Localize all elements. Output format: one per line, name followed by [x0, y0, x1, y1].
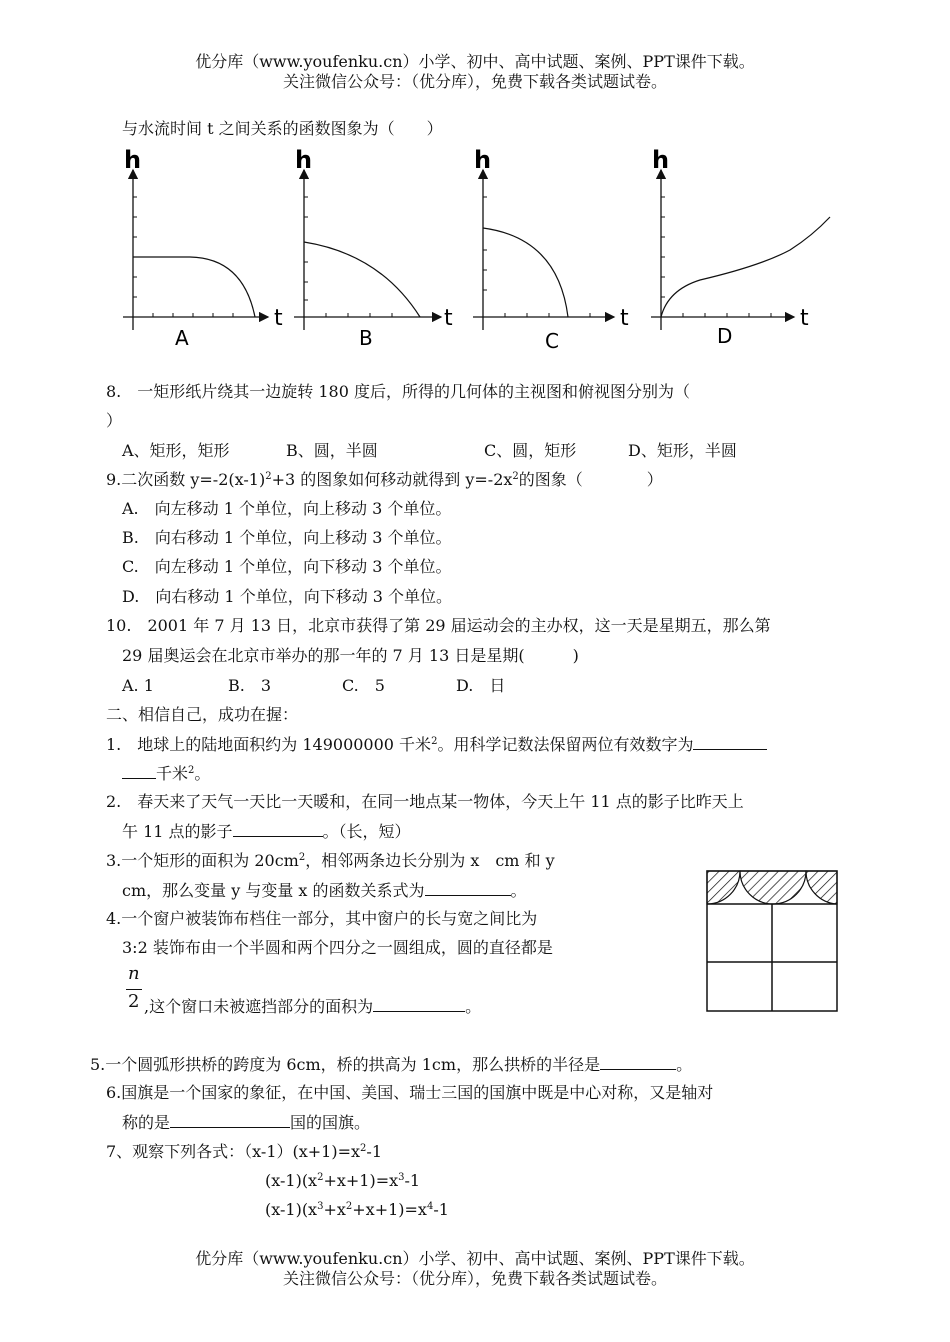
- q8-option-a: A、矩形，矩形: [122, 441, 230, 460]
- fill3-text-c: cm，那么变量 y 与变量 x 的函数关系式为: [122, 881, 425, 900]
- fill2-line1: 2. 春天来了天气一天比一天暖和，在同一地点某一物体，今天上午 11 点的影子比昨天上: [106, 792, 744, 811]
- page-header-line1: 优分库（www.youfenku.cn）小学、初中、高中试题、案例、PPT课件下载。: [195, 52, 755, 71]
- fill7-title: [106, 1141, 382, 1163]
- fill6-blank[interactable]: [170, 1111, 290, 1128]
- graph-b-axis-t: t: [444, 306, 453, 331]
- fill3-text-a: 3.一个矩形的面积为 20cm: [106, 851, 299, 870]
- q9-part2: +3 的图象如何移动就得到 y=-2x: [271, 470, 513, 489]
- fill1-text-a: 1. 地球上的陆地面积约为 149000000 千米: [106, 735, 432, 754]
- window-figure: [704, 866, 844, 1016]
- q10-option-c: C. 5: [342, 676, 385, 695]
- fill7-e2-b: +x+1)=x: [323, 1171, 399, 1190]
- q8-line2: ）: [106, 411, 123, 430]
- fill4-fraction-denominator: 2: [128, 991, 140, 1012]
- fill7-title-tail: -1: [366, 1142, 383, 1161]
- graph-c-axis-t: t: [620, 306, 629, 331]
- fill7-e2-c: -1: [404, 1171, 421, 1190]
- page-footer-line1: 优分库（www.youfenku.cn）小学、初中、高中试题、案例、PPT课件下载。: [195, 1249, 755, 1268]
- graph-c: [473, 146, 629, 353]
- function-graphs: [0, 140, 950, 370]
- fill3-text-d: 。: [510, 881, 527, 900]
- fill4-text-a: ,这个窗口未被遮挡部分的面积为: [144, 997, 374, 1016]
- q9-part1: 9.二次函数 y=-2(x-1): [106, 470, 266, 489]
- q8-option-c: C、圆，矩形: [484, 441, 577, 460]
- fill1-end: 。: [194, 764, 211, 783]
- fill3-sup: 2: [298, 852, 306, 863]
- graph-c-label: C: [545, 329, 559, 353]
- q9-sup2: 2: [512, 471, 519, 482]
- fill7-e3-a: (x-1)(x: [265, 1200, 318, 1219]
- fill6-line2: [122, 1111, 370, 1134]
- fill7-e3-sup3: 4: [426, 1201, 434, 1212]
- fill4-line2: 3:2 装饰布由一个半圆和两个四分之一圆组成，圆的直径都是: [122, 938, 553, 957]
- fill6-line1: 6.国旗是一个国家的象征，在中国、美国、瑞士三国的国旗中既是中心对称，又是轴对: [106, 1083, 714, 1102]
- q9-option-d: D. 向右移动 1 个单位，向下移动 3 个单位。: [122, 587, 453, 606]
- q10-option-b: B. 3: [228, 676, 272, 695]
- fill4-line1: 4.一个窗户被装饰布档住一部分，其中窗户的长与宽之间比为: [106, 909, 538, 928]
- fill4-text-b: 。: [465, 997, 482, 1016]
- q9-question: [106, 469, 663, 491]
- fill2-line2: [122, 820, 411, 843]
- fill7-equation-3: [265, 1199, 449, 1221]
- fill7-e2-sup2: 3: [398, 1172, 405, 1183]
- q7-question-tail: 与水流时间 t 之间关系的函数图象为（ ）: [122, 119, 443, 138]
- fill5-text-b: 。: [676, 1055, 693, 1074]
- page-footer-line2: 关注微信公众号：（优分库），免费下载各类试题试卷。: [282, 1269, 667, 1288]
- q8-option-b: B、圆，半圆: [286, 441, 378, 460]
- graph-b-label: B: [359, 326, 373, 350]
- fill7-title-sup: 2: [360, 1143, 367, 1154]
- page-header-line2: 关注微信公众号：（优分库），免费下载各类试题试卷。: [282, 72, 667, 91]
- fill7-title-text: 7、观察下列各式：（x-1）(x+1)=x: [106, 1142, 361, 1161]
- fill2-text-b: 。（长，短）: [322, 822, 411, 841]
- q9-option-a: A. 向左移动 1 个单位，向上移动 3 个单位。: [122, 499, 452, 518]
- fill2-blank[interactable]: [233, 820, 323, 837]
- fill4-line3: [144, 995, 481, 1018]
- fill1-unit: 千米: [156, 764, 189, 783]
- q10-line1: 10. 2001 年 7 月 13 日，北京市获得了第 29 届运动会的主办权，这一天是星期五，那么第: [106, 616, 771, 635]
- fill5-line: [90, 1053, 692, 1076]
- fill1-line1: [106, 733, 767, 756]
- fill1-line2: [122, 762, 210, 785]
- fill1-blank-b[interactable]: [122, 762, 156, 779]
- fill5-text-a: 5.一个圆弧形拱桥的跨度为 6cm，桥的拱高为 1cm，那么拱桥的半径是: [90, 1055, 601, 1074]
- fill1-unit-sup: 2: [188, 765, 195, 776]
- q10-option-a: A. 1: [122, 676, 154, 695]
- fill7-equation-2: [265, 1170, 420, 1192]
- q9-part3: 的图象（ ）: [518, 470, 663, 489]
- section2-title: 二、相信自己，成功在握：: [106, 705, 299, 724]
- fill6-text-a: 称的是: [122, 1113, 171, 1132]
- q8-line1: 8. 一矩形纸片绕其一边旋转 180 度后，所得的几何体的主视图和俯视图分别为（: [106, 382, 690, 401]
- graph-c-axis-h: h: [474, 146, 492, 174]
- fill1-sup: 2: [431, 736, 438, 747]
- graph-a-axis-t: t: [274, 306, 283, 331]
- fill3-blank[interactable]: [425, 879, 511, 896]
- fill6-text-b: 国的国旗。: [290, 1113, 371, 1132]
- graph-d-label: D: [717, 324, 733, 348]
- graph-b-axis-h: h: [295, 146, 313, 174]
- fill1-blank-a[interactable]: [693, 733, 767, 750]
- q9-option-b: B. 向右移动 1 个单位，向上移动 3 个单位。: [122, 528, 452, 547]
- fill3-text-b: ，相邻两条边长分别为 x cm 和 y: [305, 851, 555, 870]
- fill7-e3-sup1: 3: [317, 1201, 324, 1212]
- fill4-blank[interactable]: [373, 995, 465, 1012]
- fill7-e3-c: +x+1)=x: [352, 1200, 427, 1219]
- fill2-text-a: 午 11 点的影子: [122, 822, 233, 841]
- graph-d: [651, 146, 830, 348]
- fill3-line2: [122, 879, 527, 902]
- fill7-e2-sup1: 2: [317, 1172, 324, 1183]
- fill7-e3-b: +x: [323, 1200, 346, 1219]
- graph-b: [294, 146, 453, 350]
- fill4-fraction-numerator: n: [128, 963, 140, 984]
- fill3-line1: [106, 850, 555, 872]
- graph-a-axis-h: h: [124, 146, 142, 174]
- q8-option-d: D、矩形，半圆: [628, 441, 737, 460]
- q10-option-d: D. 日: [456, 676, 506, 695]
- fill7-e3-sup2: 2: [345, 1201, 353, 1212]
- fill1-text-b: 。用科学记数法保留两位有效数字为: [437, 735, 694, 754]
- graph-d-axis-h: h: [652, 146, 670, 174]
- q9-sup1: 2: [265, 471, 272, 482]
- fill7-e3-d: -1: [433, 1200, 449, 1219]
- fill5-blank[interactable]: [600, 1053, 676, 1070]
- fill7-e2-a: (x-1)(x: [265, 1171, 318, 1190]
- graph-a: [123, 146, 283, 350]
- graph-d-axis-t: t: [800, 306, 809, 331]
- q10-line2: 29 届奥运会在北京市举办的那一年的 7 月 13 日是星期( ): [122, 646, 579, 665]
- graph-a-label: A: [175, 326, 189, 350]
- fill4-fraction-bar: [126, 989, 142, 990]
- q9-option-c: C. 向左移动 1 个单位，向下移动 3 个单位。: [122, 557, 452, 576]
